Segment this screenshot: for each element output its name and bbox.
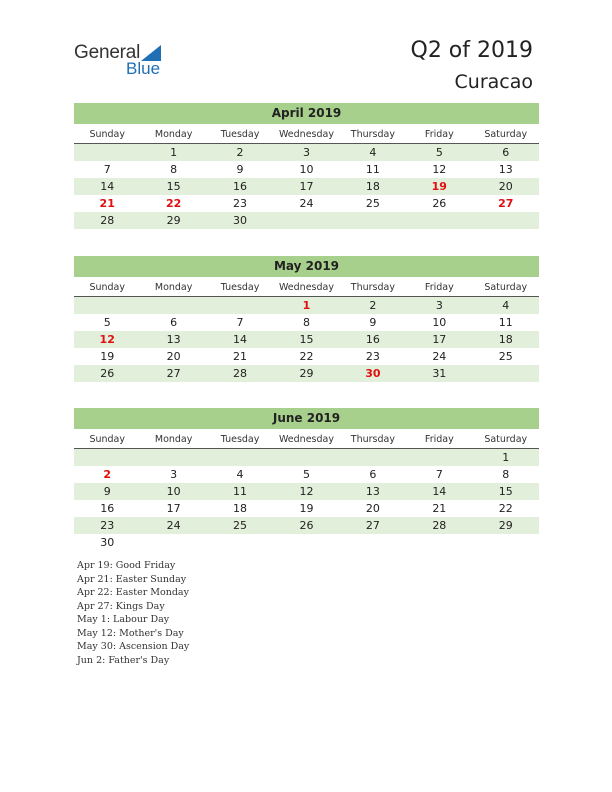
day-cell [340, 449, 406, 466]
day-cell: 7 [236, 316, 244, 329]
day-cell: 24 [299, 197, 314, 210]
day-cell [74, 144, 140, 161]
week-row [74, 466, 539, 483]
month-april [74, 103, 539, 229]
day-cell: 12 [432, 163, 447, 176]
day-cell: 9 [103, 485, 111, 498]
day-cell: 15 [498, 485, 513, 498]
week-row [74, 195, 539, 212]
day-cell: 5 [302, 468, 310, 481]
weekday-label: Monday [154, 129, 193, 140]
day-cell [140, 297, 206, 314]
weekday-label: Sunday [89, 282, 125, 293]
day-cell [207, 297, 273, 314]
holiday-item: Apr 19: Good Friday [77, 560, 176, 571]
day-cell: 26 [100, 367, 115, 380]
holiday-item: Apr 21: Easter Sunday [77, 573, 187, 585]
day-cell [406, 449, 472, 466]
day-cell: 14 [432, 485, 447, 498]
day-cell [273, 534, 339, 551]
day-cell: 20 [498, 180, 513, 193]
day-cell: 29 [498, 519, 513, 532]
day-cell: 20 [166, 350, 181, 363]
day-cell: 19 [299, 502, 314, 515]
day-cell [406, 534, 472, 551]
holiday-item: May 1: Labour Day [77, 614, 170, 625]
day-cell: 18 [233, 502, 248, 515]
month-header: May 2019 [74, 256, 539, 277]
day-cell: 21 [99, 197, 115, 210]
month-weeks [74, 449, 539, 551]
day-cell: 2 [236, 146, 244, 159]
month-may [74, 256, 539, 382]
day-cell: 24 [166, 519, 181, 532]
weekday-label: Tuesday [220, 282, 260, 293]
day-cell: 9 [369, 316, 377, 329]
day-cell: 2 [103, 468, 112, 481]
weekday-label: Wednesday [278, 129, 334, 140]
weekday-label: Thursday [350, 282, 395, 293]
weekday-label: Friday [424, 434, 454, 445]
day-cell: 9 [236, 163, 244, 176]
day-cell: 4 [502, 299, 510, 312]
day-cell: 1 [502, 451, 510, 464]
day-cell: 23 [100, 519, 115, 532]
day-cell: 30 [233, 214, 248, 227]
day-cell: 17 [299, 180, 314, 193]
day-cell: 3 [302, 146, 310, 159]
week-row [74, 517, 539, 534]
day-cell [340, 534, 406, 551]
holiday-item: May 12: Mother's Day [77, 627, 184, 639]
day-cell [140, 449, 206, 466]
day-cell [473, 365, 539, 382]
day-cell: 15 [166, 180, 181, 193]
weekday-label: Tuesday [220, 434, 260, 445]
day-cell: 4 [369, 146, 377, 159]
day-cell: 1 [170, 146, 178, 159]
day-cell [207, 534, 273, 551]
week-row [74, 449, 539, 466]
day-cell [473, 534, 539, 551]
day-cell: 11 [498, 316, 513, 329]
month-header: April 2019 [74, 103, 539, 124]
week-row [74, 144, 539, 161]
week-row [74, 212, 539, 229]
holiday-item: Apr 22: Easter Monday [77, 587, 189, 598]
week-row [74, 500, 539, 517]
day-cell: 28 [233, 367, 248, 380]
day-cell: 16 [365, 333, 380, 346]
day-cell: 21 [432, 502, 447, 515]
weekday-header-row [74, 431, 539, 449]
day-cell: 24 [432, 350, 447, 363]
day-cell: 7 [435, 468, 443, 481]
day-cell: 14 [100, 180, 115, 193]
day-cell: 27 [498, 197, 514, 210]
day-cell: 3 [435, 299, 443, 312]
day-cell: 19 [431, 180, 447, 193]
week-row [74, 297, 539, 314]
day-cell: 31 [432, 367, 447, 380]
week-row [74, 483, 539, 500]
day-cell: 30 [100, 536, 115, 549]
week-row [74, 365, 539, 382]
day-cell: 26 [432, 197, 447, 210]
day-cell: 23 [233, 197, 248, 210]
day-cell [473, 212, 539, 229]
day-cell [140, 534, 206, 551]
weekday-header-row [74, 279, 539, 297]
day-cell: 8 [502, 468, 510, 481]
day-cell [74, 297, 140, 314]
day-cell: 16 [233, 180, 248, 193]
day-cell: 5 [435, 146, 443, 159]
week-row [74, 534, 539, 551]
day-cell: 6 [369, 468, 377, 481]
day-cell: 4 [236, 468, 244, 481]
day-cell: 5 [103, 316, 111, 329]
day-cell: 25 [365, 197, 380, 210]
weekday-label: Sunday [89, 434, 125, 445]
day-cell: 10 [432, 316, 447, 329]
weekday-label: Thursday [350, 129, 395, 140]
week-row [74, 161, 539, 178]
day-cell: 29 [166, 214, 181, 227]
logo-text-blue: Blue [126, 59, 161, 78]
day-cell: 13 [365, 485, 380, 498]
month-weeks [74, 144, 539, 229]
day-cell: 18 [365, 180, 380, 193]
day-cell [273, 449, 339, 466]
weekday-label: Saturday [484, 434, 528, 445]
day-cell: 12 [99, 333, 115, 346]
day-cell: 22 [498, 502, 513, 515]
day-cell: 6 [502, 146, 510, 159]
day-cell: 28 [432, 519, 447, 532]
weekday-label: Monday [154, 434, 193, 445]
weekday-label: Friday [424, 129, 454, 140]
day-cell [340, 212, 406, 229]
weekday-label: Monday [154, 282, 193, 293]
day-cell: 30 [365, 367, 381, 380]
day-cell: 11 [233, 485, 248, 498]
day-cell: 15 [299, 333, 314, 346]
week-row [74, 314, 539, 331]
holiday-list [77, 559, 189, 667]
day-cell: 29 [299, 367, 314, 380]
day-cell: 12 [299, 485, 314, 498]
day-cell: 6 [170, 316, 178, 329]
day-cell: 1 [302, 299, 311, 312]
day-cell: 13 [498, 163, 513, 176]
brand-logo [74, 42, 161, 78]
day-cell: 25 [233, 519, 248, 532]
day-cell: 18 [498, 333, 513, 346]
day-cell: 22 [165, 197, 182, 210]
day-cell [273, 212, 339, 229]
day-cell: 23 [365, 350, 380, 363]
month-weeks [74, 297, 539, 382]
holiday-item: Apr 27: Kings Day [77, 600, 165, 612]
day-cell [406, 212, 472, 229]
day-cell: 22 [299, 350, 314, 363]
day-cell: 26 [299, 519, 314, 532]
day-cell: 10 [166, 485, 181, 498]
weekday-label: Saturday [484, 129, 528, 140]
weekday-label: Sunday [89, 129, 125, 140]
weekday-label: Friday [424, 282, 454, 293]
week-row [74, 178, 539, 195]
country-name: Curacao [454, 71, 533, 93]
day-cell: 10 [299, 163, 314, 176]
day-cell [74, 449, 140, 466]
day-cell: 17 [432, 333, 447, 346]
day-cell: 16 [100, 502, 115, 515]
week-row [74, 331, 539, 348]
day-cell: 19 [100, 350, 115, 363]
day-cell: 11 [365, 163, 380, 176]
page-title: Q2 of 2019 [410, 38, 533, 63]
holiday-item: Jun 2: Father's Day [77, 654, 170, 666]
logo-text-general: General [74, 42, 141, 63]
weekday-label: Wednesday [278, 434, 334, 445]
day-cell: 21 [233, 350, 248, 363]
month-june [74, 408, 539, 551]
day-cell: 3 [170, 468, 178, 481]
day-cell [207, 449, 273, 466]
day-cell: 25 [498, 350, 513, 363]
week-row [74, 348, 539, 365]
day-cell: 14 [233, 333, 248, 346]
day-cell: 27 [166, 367, 181, 380]
day-cell: 28 [100, 214, 115, 227]
weekday-label: Tuesday [220, 129, 260, 140]
day-cell: 7 [103, 163, 111, 176]
weekday-label: Wednesday [278, 282, 334, 293]
month-header: June 2019 [74, 408, 539, 429]
day-cell: 17 [166, 502, 181, 515]
day-cell: 20 [365, 502, 380, 515]
day-cell: 8 [170, 163, 178, 176]
weekday-label: Saturday [484, 282, 528, 293]
weekday-label: Thursday [350, 434, 395, 445]
holiday-item: May 30: Ascension Day [77, 641, 190, 652]
day-cell: 27 [365, 519, 380, 532]
day-cell: 8 [302, 316, 310, 329]
day-cell: 2 [369, 299, 377, 312]
weekday-header-row [74, 126, 539, 144]
day-cell: 13 [166, 333, 181, 346]
